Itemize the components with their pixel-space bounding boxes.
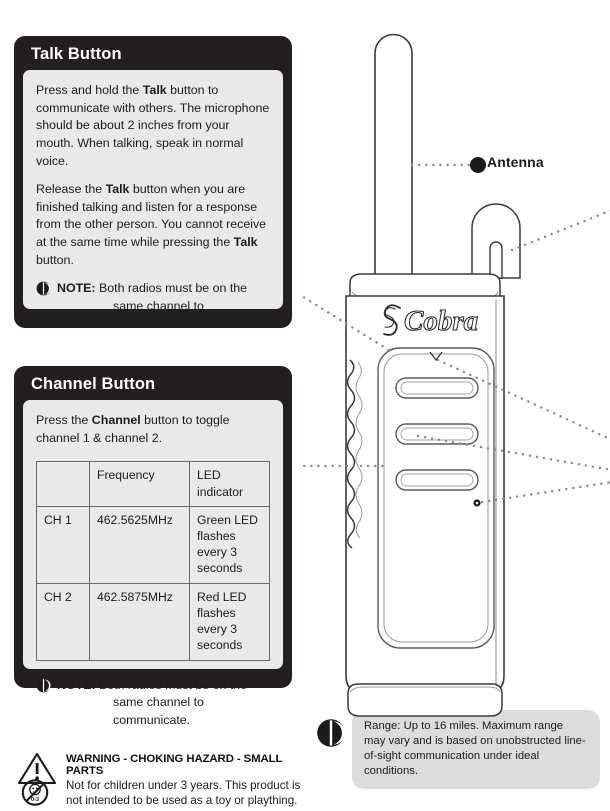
- leader-clip: [512, 210, 610, 250]
- body-text: button.: [36, 252, 74, 267]
- table-header-row: [37, 462, 270, 506]
- channel-button-title: Channel Button: [31, 375, 156, 393]
- body-text: Release the: [36, 182, 106, 197]
- speaker-slots: [396, 378, 478, 490]
- table-cell-led: Red LED flashes every 3 seconds: [190, 583, 270, 660]
- note-line2: same channel to communicate.: [113, 298, 204, 331]
- channel-button-callout: [14, 366, 292, 727]
- range-note-text: Range: Up to 16 miles. Maximum range may vary and is based on unobstructed line-of-sight communication under ideal conditions.: [352, 710, 600, 789]
- emphasis-text: Talk: [142, 83, 167, 98]
- emphasis-text: Talk: [105, 182, 130, 197]
- radio-base: [348, 684, 502, 716]
- note-line1: Both radios must be on the: [95, 281, 248, 296]
- antenna-callout-dot: [470, 157, 486, 173]
- body-text: Press the: [36, 413, 92, 428]
- walkie-talkie-illustration: [300, 0, 610, 720]
- range-note: [316, 710, 600, 789]
- antenna-shape: [375, 35, 412, 289]
- body-text: button to toggle channel 1 & channel 2.: [36, 413, 230, 445]
- table-row: [37, 506, 270, 583]
- warning-triangle-icon: [19, 754, 55, 783]
- belt-clip-shape: [472, 204, 520, 278]
- talk-paragraph: [36, 181, 270, 269]
- svg-text:Cobra: Cobra: [404, 305, 479, 337]
- table-header-cell: [37, 462, 90, 506]
- body-text: button when you are finished talking and listen for a response from the other person. You cannot receive at the same time while pressing the: [36, 182, 267, 250]
- emphasis-text: Channel: [91, 413, 141, 428]
- microphone-hole: [473, 499, 480, 506]
- table-header-cell: Frequency: [90, 462, 190, 506]
- note-label: NOTE:: [57, 677, 96, 692]
- talk-note-text: [57, 280, 270, 333]
- warning-icon-group: [16, 750, 60, 806]
- note-circle-icon: [316, 718, 346, 748]
- choking-hazard-warning: [16, 750, 306, 808]
- note-line2: same channel to communicate.: [113, 695, 204, 727]
- channel-note-text: [57, 677, 270, 730]
- no-children-under-3-icon: [23, 780, 47, 804]
- channel-paragraph: [36, 412, 270, 447]
- note-line1: Both radios must be on the: [95, 677, 248, 692]
- antenna-label: Antenna: [487, 154, 544, 170]
- note-circle-icon: [36, 281, 51, 296]
- age-range-label: 0-3: [30, 796, 40, 803]
- table-cell-channel: CH 2: [37, 583, 90, 660]
- talk-button-title: Talk Button: [31, 45, 122, 63]
- table-cell-frequency: 462.5625MHz: [90, 506, 190, 583]
- channel-button-body: [23, 400, 283, 727]
- talk-paragraph: [36, 82, 270, 170]
- warning-body: Not for children under 3 years. This product is not intended to be used as a toy or plaything.: [66, 779, 301, 808]
- talk-button-callout: [14, 36, 292, 331]
- table-cell-channel: CH 1: [37, 506, 90, 583]
- warning-heading: WARNING - CHOKING HAZARD - SMALL PARTS: [66, 753, 283, 777]
- table-header-cell: LED indicator: [190, 462, 270, 506]
- emphasis-text: Talk: [233, 235, 258, 250]
- table-cell-led: Green LED flashes every 3 seconds: [190, 506, 270, 583]
- channel-note: [36, 677, 270, 730]
- talk-button-body: [23, 70, 283, 331]
- body-text: Press and hold the: [36, 83, 143, 98]
- table-cell-frequency: 462.5875MHz: [90, 583, 190, 660]
- channel-frequency-table: [36, 461, 270, 660]
- body-text: button to communicate with others. The microphone should be about 2 inches from your mouth. When talking, speak in normal voice.: [36, 83, 270, 168]
- note-circle-icon: [36, 678, 51, 693]
- note-label: NOTE:: [57, 281, 96, 296]
- talk-note: [36, 280, 270, 333]
- table-row: [37, 583, 270, 660]
